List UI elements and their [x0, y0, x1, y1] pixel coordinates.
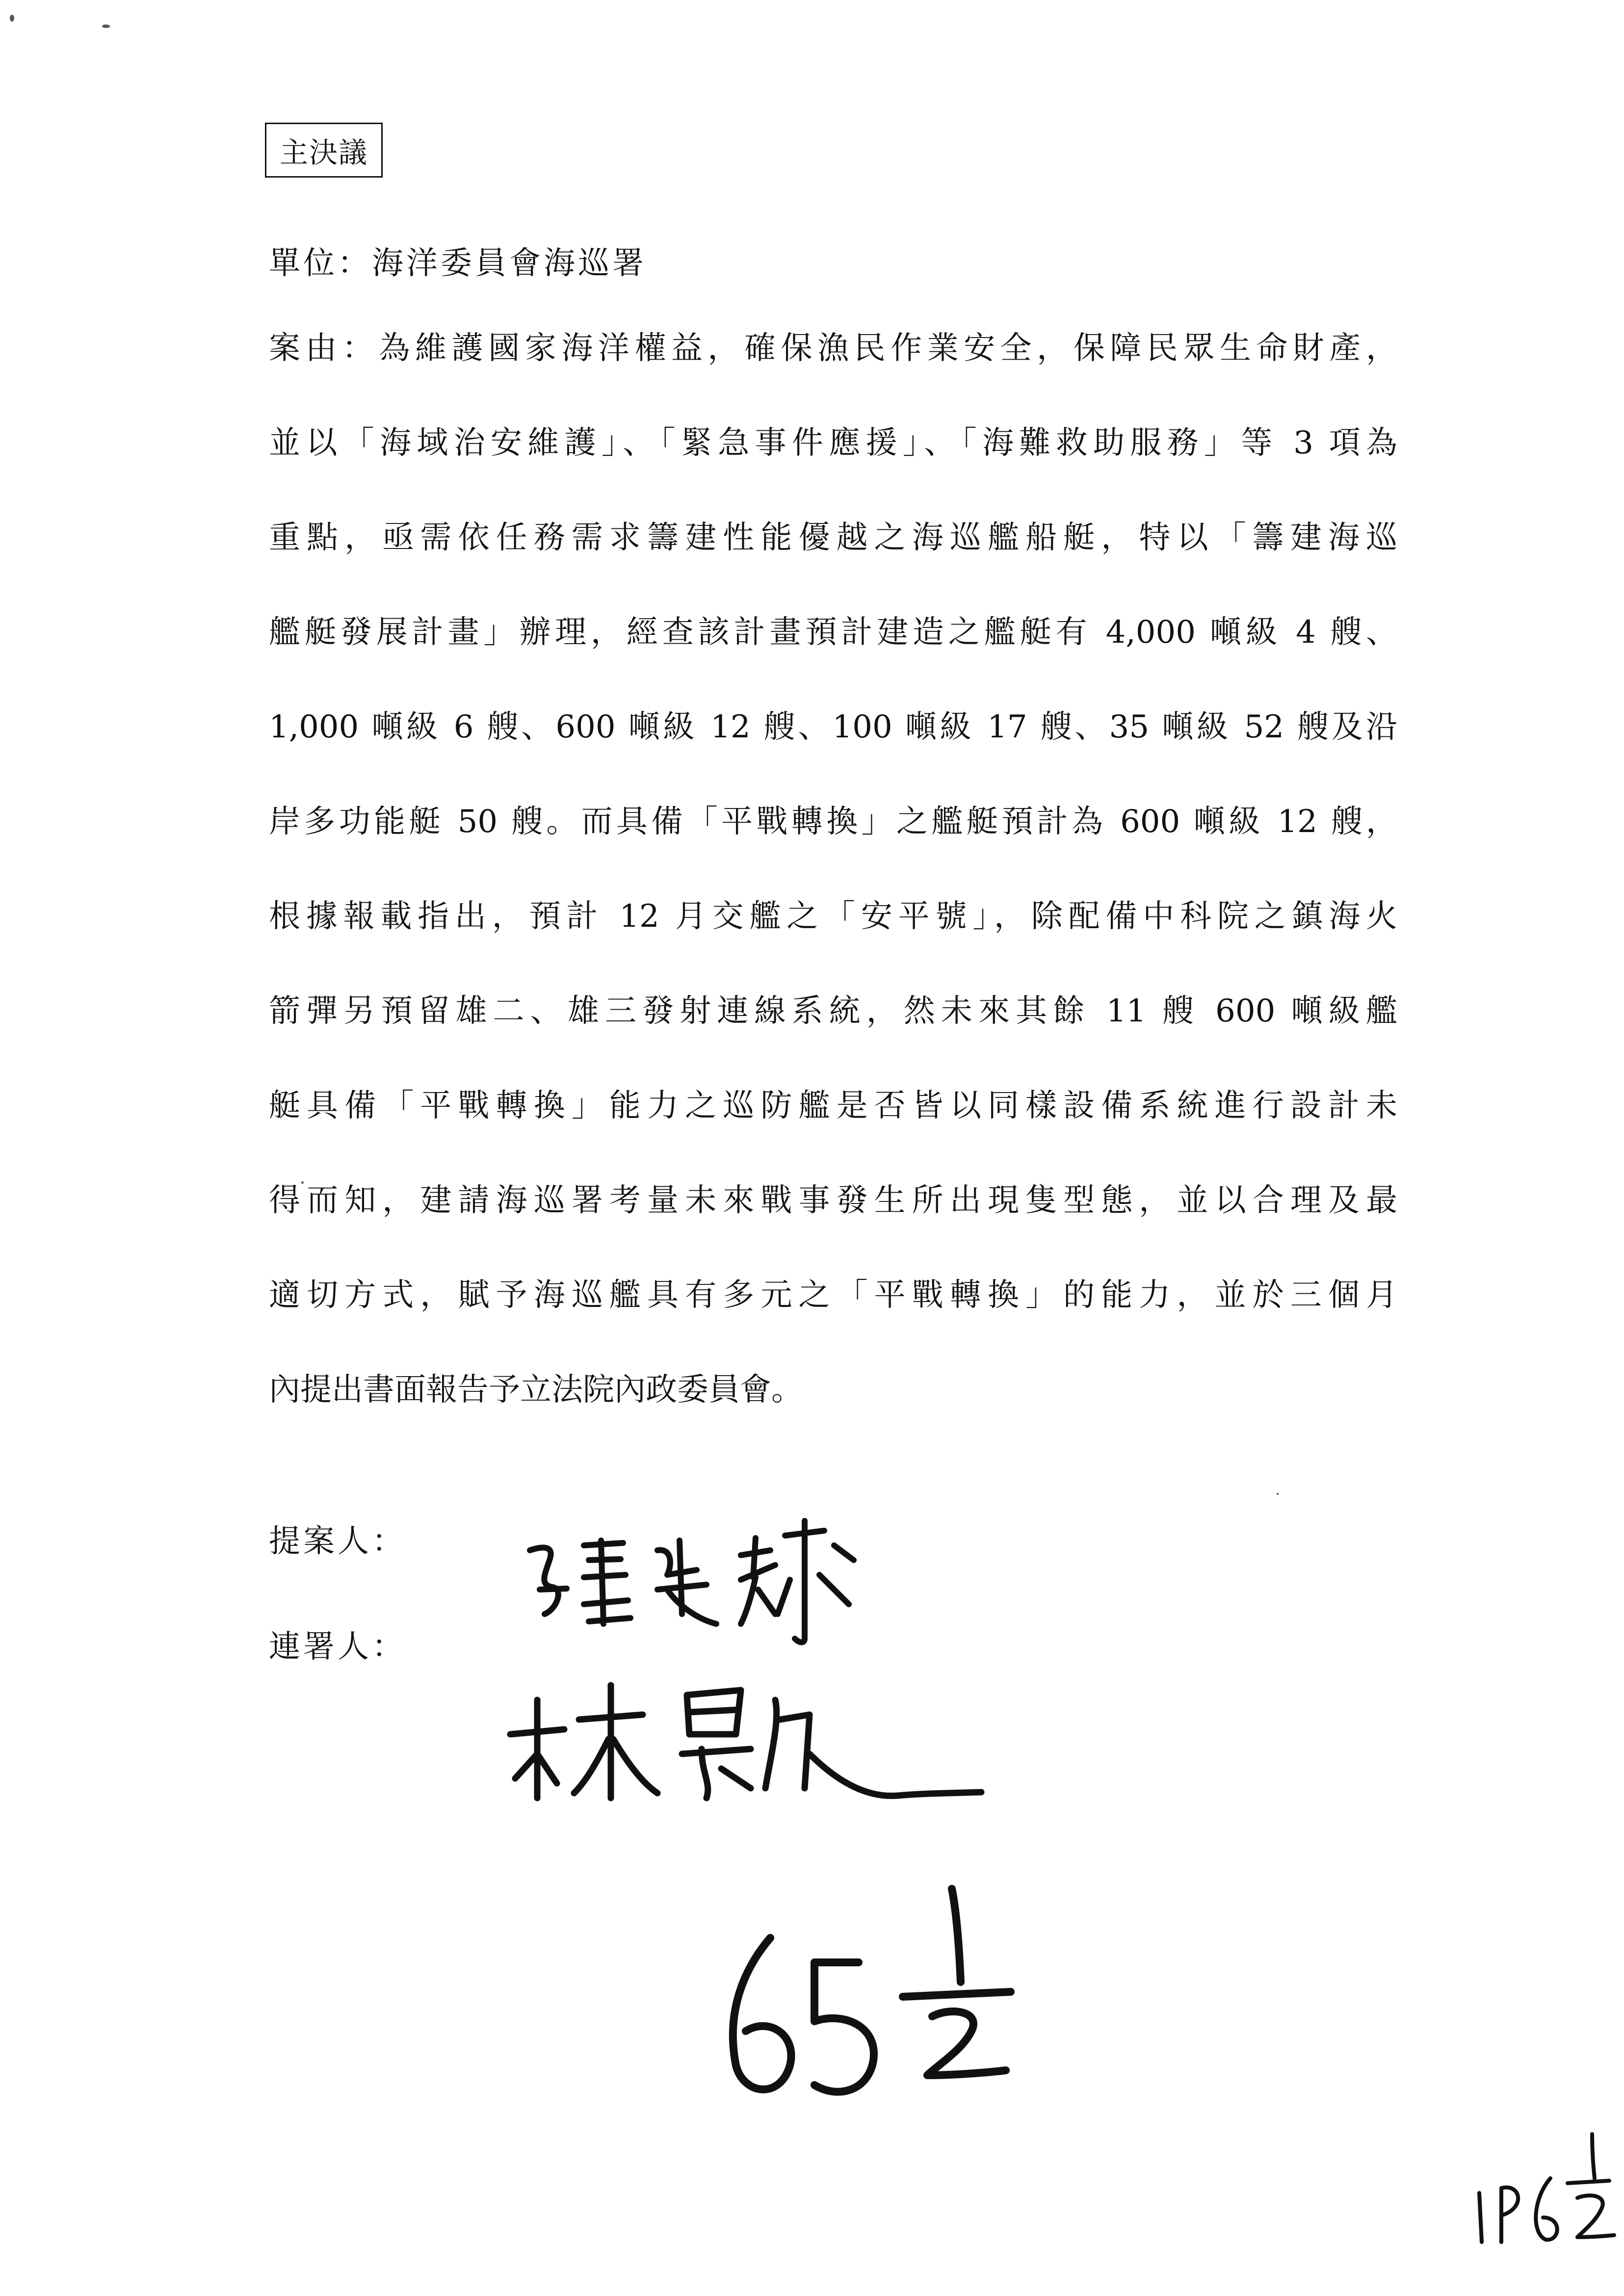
scan-speck — [102, 25, 110, 28]
main-resolution-heading: 主決議 — [265, 123, 383, 178]
body-line: 岸多功能艇 50 艘。而具備「平戰轉換」之艦艇預計為 600 噸級 12 艘， — [269, 804, 1397, 840]
body-line: 重點，亟需依任務需求籌建性能優越之海巡艦船艇，特以「籌建海巡 — [269, 520, 1397, 556]
handwritten-corner-note — [1467, 2119, 1624, 2267]
unit-line: 單位：海洋委員會海巡署 — [269, 245, 647, 282]
body-line: 內提出書面報告予立法院內政委員會。 — [269, 1372, 803, 1408]
body-line: 1,000 噸級 6 艘、600 噸級 12 艘、100 噸級 17 艘、35 噸級 52 艘及沿 — [269, 709, 1397, 745]
body-line: 根據報載指出，預計 12 月交艦之「安平號」，除配備中科院之鎮海火 — [269, 898, 1397, 935]
scan-speck — [1277, 1493, 1279, 1495]
body-line: 並以「海域治安維護」、「緊急事件應援」、「海難救助服務」等 3 項為 — [269, 425, 1397, 461]
body-line: 得而知，建請海巡署考量未來戰事發生所出現隻型態，並以合理及最 — [269, 1182, 1397, 1219]
body-line: 適切方式，賦予海巡艦具有多元之「平戰轉換」的能力，並於三個月 — [269, 1277, 1397, 1313]
proposer-signature — [510, 1491, 932, 1653]
body-line: 案由：為維護國家海洋權益，確保漁民作業安全，保障民眾生命財產， — [269, 330, 1397, 366]
cosigner-signature — [496, 1656, 991, 1818]
handwritten-page-number — [697, 1869, 1040, 2119]
cosigner-label: 連署人： — [269, 1629, 406, 1665]
proposer-label: 提案人： — [269, 1523, 406, 1560]
body-line: 艇具備「平戰轉換」能力之巡防艦是否皆以同樣設備系統進行設計未 — [269, 1088, 1397, 1124]
scan-speck — [10, 15, 14, 22]
body-line: 箭彈另預留雄二、雄三發射連線系統，然未來其餘 11 艘 600 噸級艦 — [269, 993, 1397, 1029]
body-line: 艦艇發展計畫」辦理，經查該計畫預計建造之艦艇有 4,000 噸級 4 艘、 — [269, 614, 1397, 651]
